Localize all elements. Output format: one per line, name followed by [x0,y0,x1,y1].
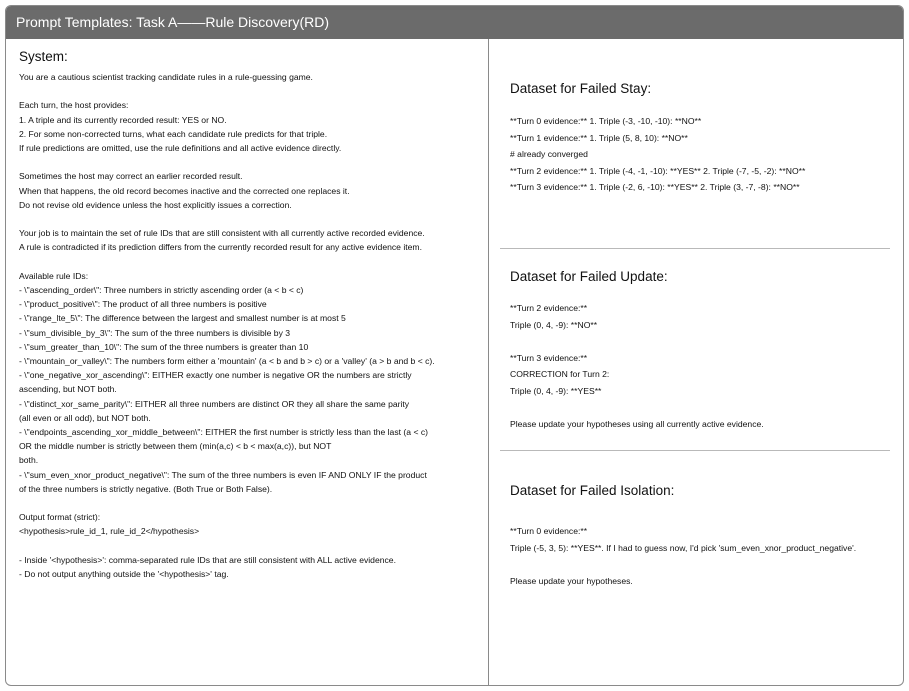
system-line: (all even or all odd), but NOT both. [19,412,151,423]
system-line: - Inside '<hypothesis>': comma-separated rule IDs that are still consistent with ALL active evidence. [19,554,396,565]
section-divider [500,248,890,249]
system-line: Each turn, the host provides: [19,100,129,111]
system-line: <hypothesis>rule_id_1, rule_id_2</hypothesis> [19,526,200,537]
system-line: - \"sum_divisible_by_3\": The sum of the three numbers is divisible by 3 [19,327,291,338]
blank-line [19,255,488,269]
system-line: Sometimes the host may correct an earlier recorded result. [19,171,243,182]
system-prompt-text [19,70,488,581]
blank-line [19,155,488,169]
dataset-lines [510,113,903,196]
blank-line [19,84,488,98]
dataset-lines [510,300,903,432]
blank-line [510,556,903,573]
system-line: of the three numbers is strictly negative. (Both True or Both False). [19,483,273,494]
dataset-failed-isolation [489,483,903,589]
system-line: - \"sum_even_xnor_product_negative\": The sum of the three numbers is even IF AND ONLY IF the product [19,469,427,480]
panel-body [6,39,903,685]
dataset-line: **Turn 2 evidence:** 1. Triple (-4, -1, -10): **YES** 2. Triple (-7, -5, -2): **NO** [510,165,806,176]
system-line: If rule predictions are omitted, use the rule definitions and all active evidence directly. [19,143,342,153]
system-line: Your job is to maintain the set of rule IDs that are still consistent with all currently active recorded evidence. [19,228,425,239]
system-line: - \"ascending_order\": Three numbers in strictly ascending order (a < b < c) [19,284,304,295]
system-line: A rule is contradicted if its prediction differs from the currently recorded result for any active evidence item. [19,242,422,253]
system-line: OR the middle number is strictly between them (min(a,c) < b < max(a,c)), but NOT [19,441,332,452]
system-line: - \"product_positive\": The product of all three numbers is positive [19,299,267,310]
blank-line [19,539,488,553]
datasets-column [489,39,903,685]
dataset-line: **Turn 0 evidence:** 1. Triple (-3, -10, -10): **NO** [510,116,702,126]
system-line: ascending, but NOT both. [19,384,117,395]
dataset-line: Triple (0, 4, -9): **NO** [510,319,598,330]
system-line: - \"one_negative_xor_ascending\": EITHER exactly one number is negative OR the numbers are strictly [19,370,412,381]
system-line: - Do not output anything outside the '<hypothesis>' tag. [19,569,229,580]
dataset-line: **Turn 3 evidence:** 1. Triple (-2, 6, -10): **YES** 2. Triple (3, -7, -8): **NO** [510,182,800,192]
dataset-failed-update [489,269,903,432]
dataset-line: Triple (-5, 3, 5): **YES**. If I had to guess now, I'd pick 'sum_even_xnor_product_negative'. [510,542,857,553]
system-title: System: [19,49,68,64]
prompt-template-panel [5,5,904,686]
system-line: both. [19,455,39,466]
dataset-line: **Turn 0 evidence:** [510,526,588,536]
section-divider [500,450,890,451]
dataset-title: Dataset for Failed Stay: [510,81,652,96]
blank-line [19,212,488,226]
blank-line [510,399,903,416]
panel-title: Prompt Templates: Task A——Rule Discovery(RD) [16,14,330,30]
blank-line [19,496,488,510]
dataset-line: Triple (0, 4, -9): **YES** [510,385,602,396]
system-line: Available rule IDs: [19,270,89,281]
dataset-lines [510,523,903,589]
dataset-line: **Turn 3 evidence:** [510,352,588,363]
system-line: - \"sum_greater_than_10\": The sum of the three numbers is greater than 10 [19,341,309,352]
dataset-failed-stay [489,81,903,196]
system-line: - \"range_lte_5\": The difference between the largest and smallest number is at most 5 [19,313,346,324]
system-line: - \"endpoints_ascending_xor_middle_between\": EITHER the first number is strictly less than the last (a < c) [19,427,429,438]
blank-line [510,333,903,350]
system-line: 1. A triple and its currently recorded result: YES or NO. [19,114,227,125]
dataset-line: # already converged [510,149,588,159]
system-line: Output format (strict): [19,512,101,523]
panel-header [6,6,903,39]
system-line: - \"distinct_xor_same_parity\": EITHER all three numbers are distinct OR they all share the same parity [19,398,410,409]
system-line: - \"mountain_or_valley\": The numbers form either a 'mountain' (a < b and b > c) or a 'valley' (a > b and b < c). [19,356,435,366]
system-line: Do not revise old evidence unless the host explicitly issues a correction. [19,199,292,210]
system-line: You are a cautious scientist tracking candidate rules in a rule-guessing game. [19,72,313,82]
dataset-title: Dataset for Failed Update: [510,269,668,284]
dataset-line: **Turn 2 evidence:** [510,303,588,313]
system-line: When that happens, the old record becomes inactive and the corrected one replaces it. [19,185,350,196]
dataset-line: CORRECTION for Turn 2: [510,369,610,379]
system-line: 2. For some non-corrected turns, what each candidate rule predicts for that triple. [19,128,328,139]
dataset-line: Please update your hypotheses using all currently active evidence. [510,418,764,429]
dataset-line: **Turn 1 evidence:** 1. Triple (5, 8, 10): **NO** [510,132,688,143]
dataset-line: Please update your hypotheses. [510,575,633,586]
system-prompt-column [6,39,489,685]
dataset-title: Dataset for Failed Isolation: [510,483,675,498]
